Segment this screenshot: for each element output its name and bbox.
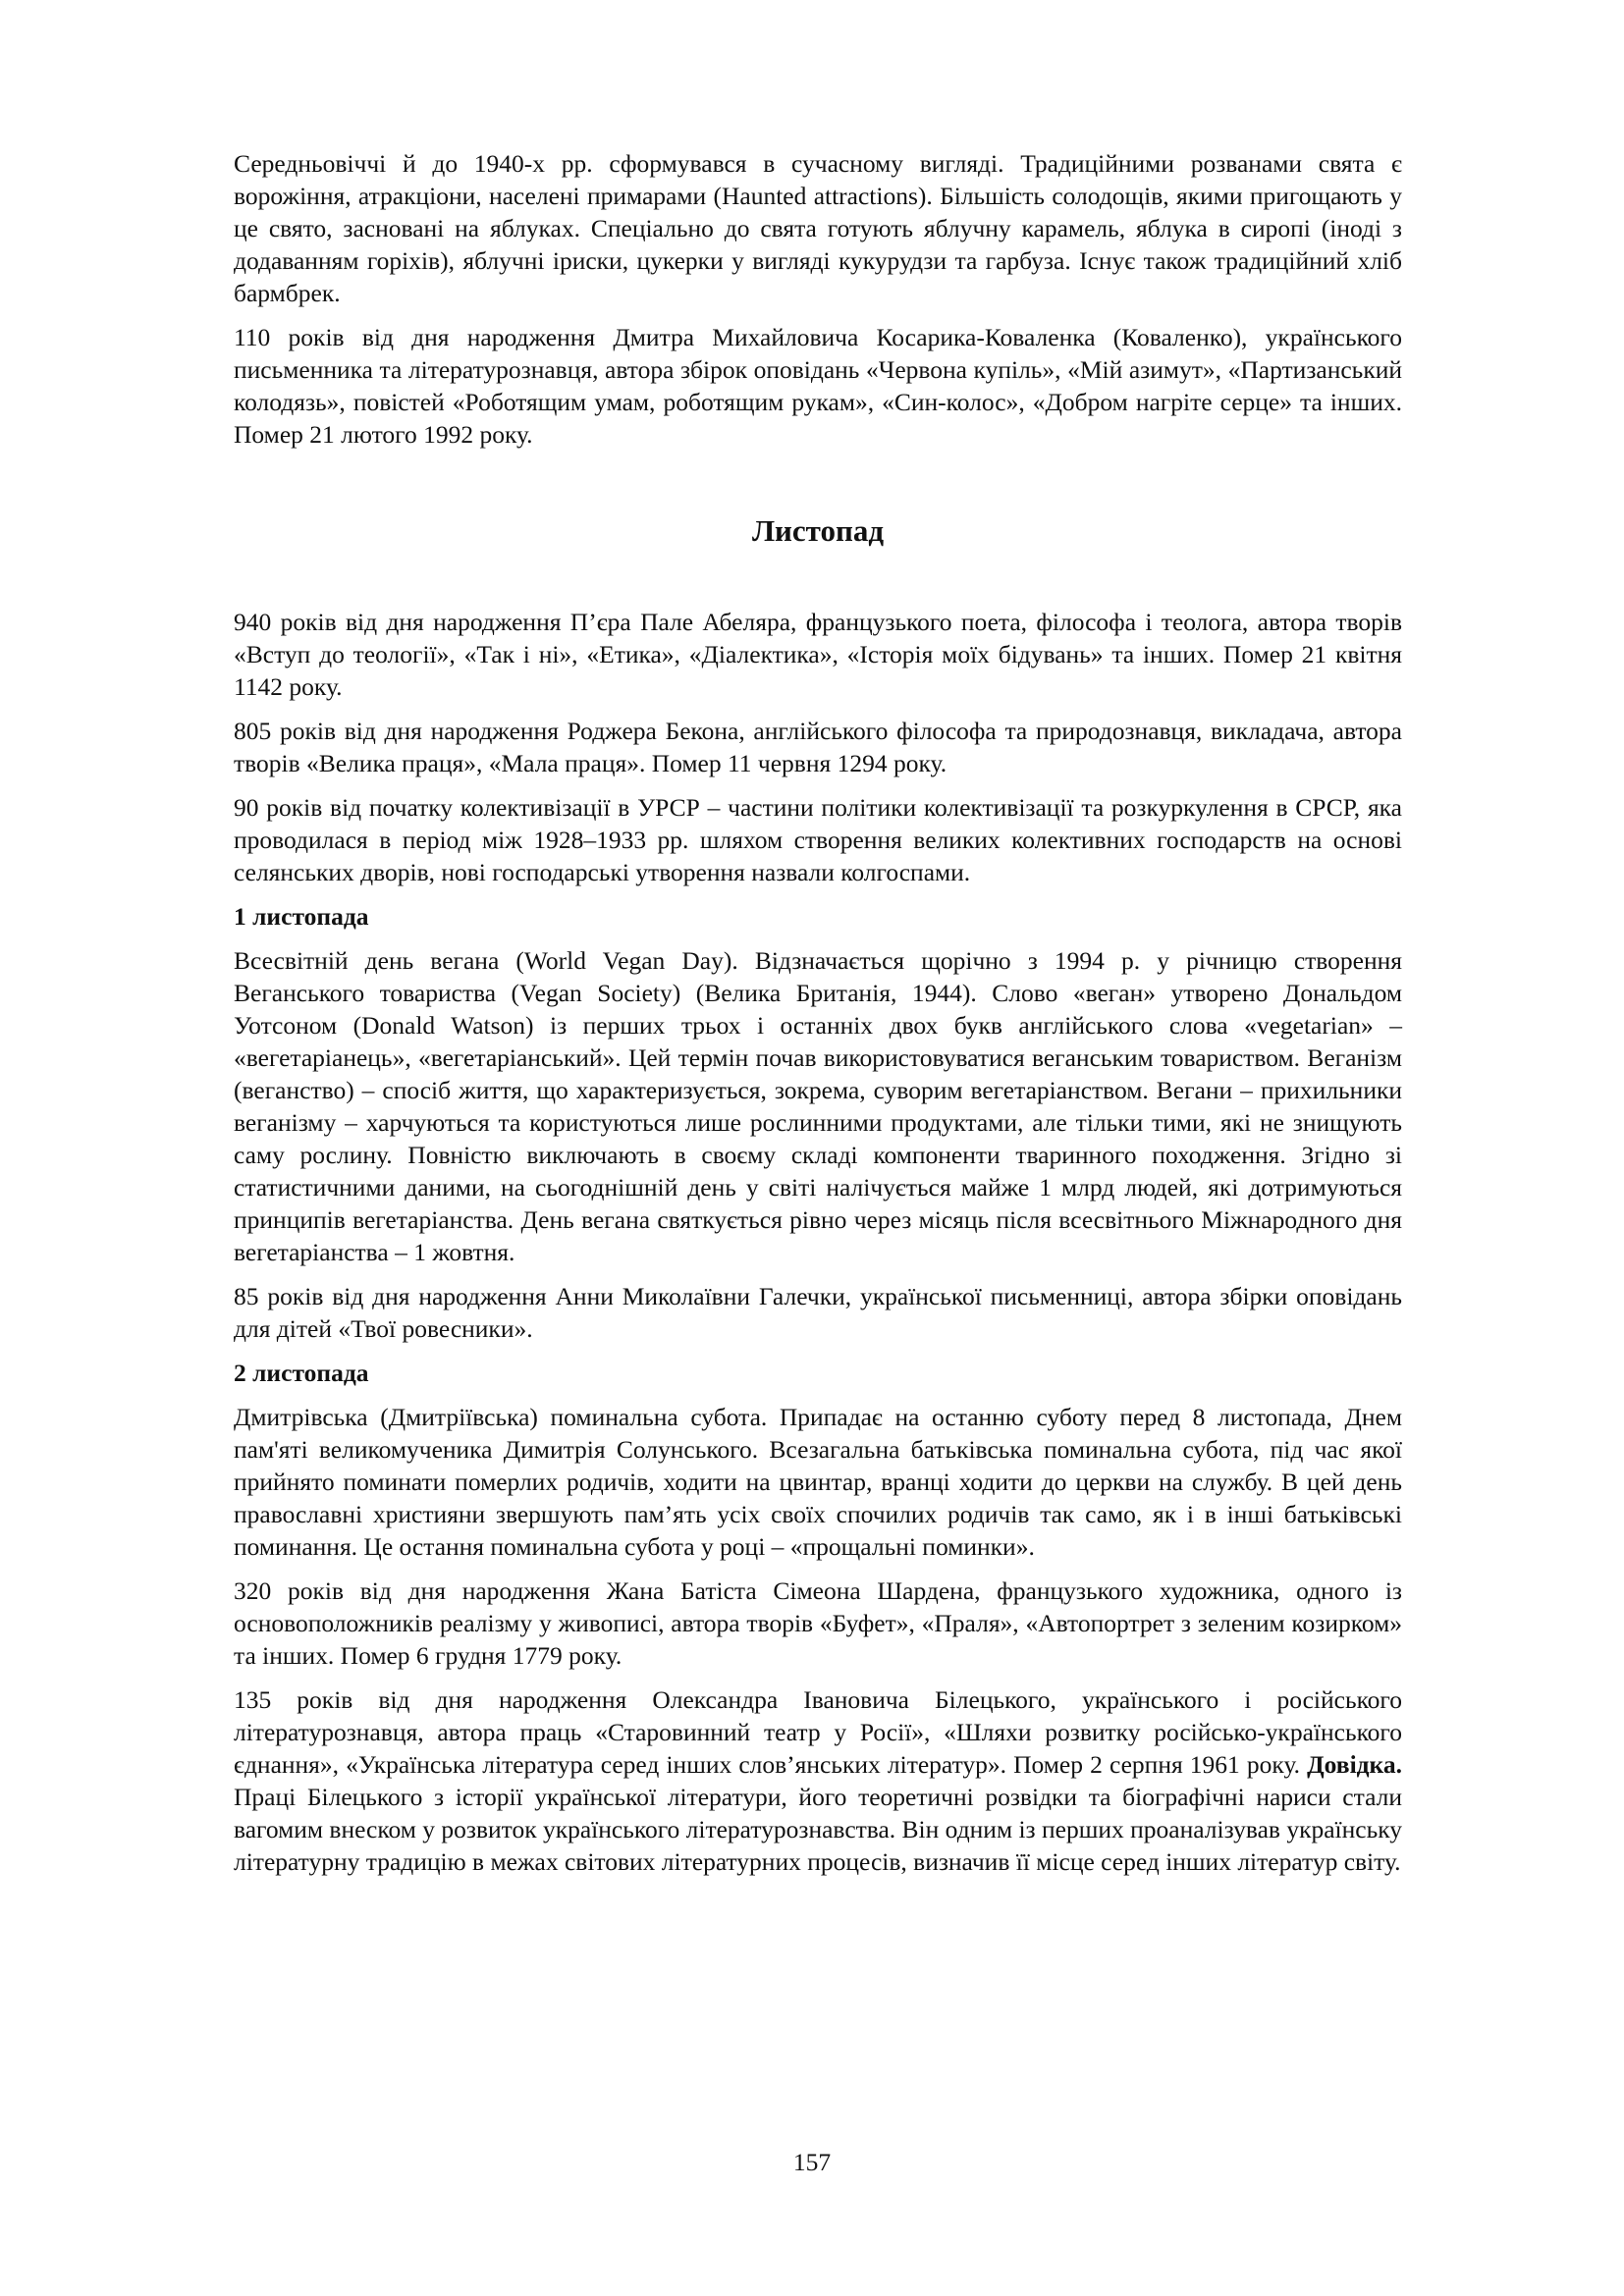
date-heading-nov1: 1 листопада [234, 902, 369, 931]
entry-paragraph: Дмитрівська (Дмитріївська) поминальна субота. Припадає на останню суботу перед 8 листопада, Днем пам'яті великомученика Димитрія Солунського. Всезагальна батьківська поминальна субота, під час якої прийнято поминати померлих родичів, ходити на цвинтар, вранці ходити до церкви на службу. В цей день православні християни звершують пам’ять усіх своїх спочилих родичів так само, як і в інші батьківські поминання. Це остання поминальна субота у році – «прощальні поминки». [234, 1403, 1402, 1561]
entry-paragraph: Всесвітній день вегана (World Vegan Day). Відзначається щорічно з 1994 р. у річницю створення Веганського товариства (Vegan Society) (Велика Британія, 1944). Слово «веган» утворено Дональдом Уотсоном (Donald Watson) із перших трьох і останніх двох букв англійського слова «vegetarian» – «вегетаріанець», «вегетаріанський». Цей термін почав використовуватися веганським товариством. Веганізм (веганство) – спосіб життя, що характеризується, зокрема, суворим вегетаріанством. Вегани – прихильники веганізму – харчуються та користуються лише рослинними продуктами, але тільки тими, які не знищують саму рослину. Повністю виключають в своєму складі компоненти тваринного походження. Згідно зі статистичними даними, на сьогоднішній день у світі налічується майже 1 млрд людей, які дотримуються принципів вегетаріанства. День вегана святкується рівно через місяць після всесвітнього Міжнародного дня вегетаріанства – 1 жовтня. [234, 946, 1402, 1266]
page-content [234, 147, 1402, 1890]
intro-paragraph: Середньовіччі й до 1940-х рр. сформувався в сучасному вигляді. Традиційними розванами свята є ворожіння, атракціони, населені примарами (Haunted attractions). Більшість солодощів, якими пригощають у це свято, засновані на яблуках. Спеціально до свята готують яблучну карамель, яблука в сиропі (іноді з додаванням горіхів), яблучні іриски, цукерки у вигляді кукурудзи та гарбуза. Існує також традиційний хліб бармбрек. [234, 149, 1402, 307]
spacer [234, 462, 1402, 511]
entry-paragraph [234, 1683, 1402, 1878]
intro-paragraph: 110 років від дня народження Дмитра Михайловича Косарика-Коваленка (Коваленко), українського письменника та літературознавця, автора збірок оповідань «Червона купіль», «Мій азимут», «Партизанський колодязь», повістей «Роботящим умам, роботящим рукам», «Син-колос», «Добром нагріте серце» та інших. Помер 21 лютого 1992 року. [234, 323, 1402, 449]
month-item: 805 років від дня народження Роджера Бекона, англійського філософа та природознавця, викладача, автора творів «Велика праця», «Мала праця». Помер 11 червня 1294 року. [234, 717, 1402, 777]
entry-paragraph: 320 років від дня народження Жана Батіста Сімеона Шардена, французького художника, одного із основоположників реалізму у живописі, автора творів «Буфет», «Праля», «Автопортрет з зеленим козирком» та інших. Помер 6 грудня 1779 року. [234, 1576, 1402, 1670]
entry-text: Праці Білецького з історії української літератури, його теоретичні розвідки та біографічні нариси стали вагомим внеском у розвиток українського літературознавства. Він одним із перших проаналізував українську літературну традицію в межах світових літературних процесів, визначив її місце серед інших літератур світу. [234, 1783, 1402, 1876]
spacer [234, 551, 1402, 606]
month-item: 90 років від початку колективізації в УРСР – частини політики колективізації та розкуркулення в СРСР, яка проводилася в період між 1928–1933 рр. шляхом створення великих колективних господарств на основі селянських дворів, нові господарські утворення назвали колгоспами. [234, 793, 1402, 886]
entry-text: 135 років від дня народження Олександра Івановича Білецького, українського і російського літературознавця, автора праць «Старовинний театр у Росії», «Шляхи розвитку російсько-українського єднання», «Українська література серед інших слов’янських літератур». Помер 2 серпня 1961 року. [234, 1685, 1402, 1779]
reference-label: Довідка. [1307, 1750, 1402, 1779]
date-heading-nov2: 2 листопада [234, 1359, 369, 1387]
month-item: 940 років від дня народження П’єра Пале Абеляра, французького поета, філософа і теолога, автора творів «Вступ до теології», «Так і ні», «Етика», «Діалектика», «Історія моїх бідувань» та інших. Помер 21 квітня 1142 року. [234, 608, 1402, 701]
entry-paragraph: 85 років від дня народження Анни Миколаївни Галечки, української письменниці, автора збірки оповідань для дітей «Твої ровесники». [234, 1282, 1402, 1343]
page-number: 157 [792, 2148, 832, 2176]
section-title: Листопад [751, 513, 885, 548]
